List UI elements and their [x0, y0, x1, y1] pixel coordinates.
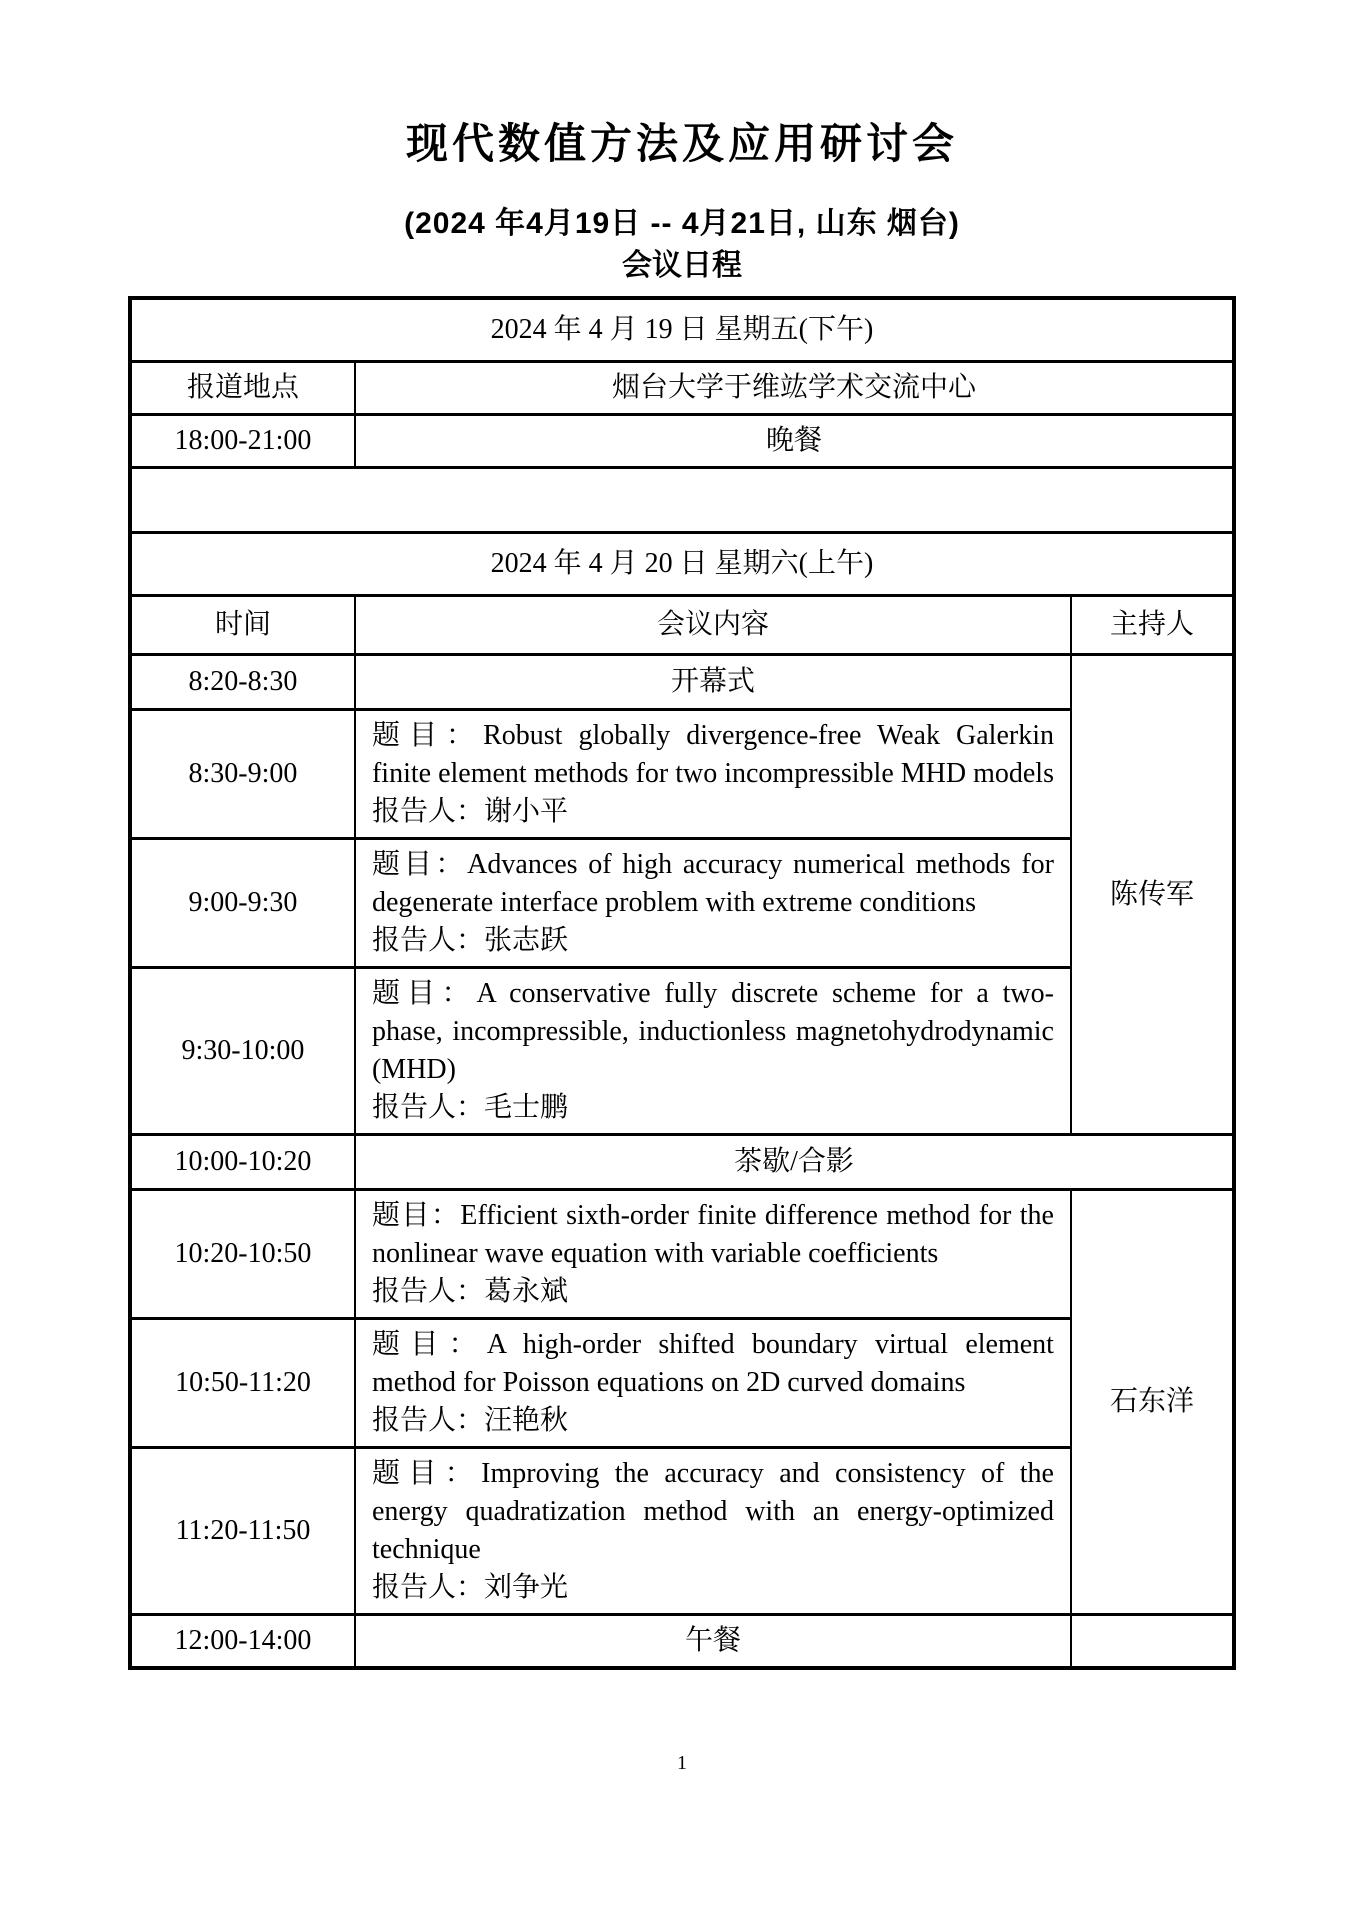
title-text: Efficient sixth-order finite difference method for the nonlinear wave equation with variable coefficients [371, 1200, 1054, 1269]
talk-cell-5 [355, 1319, 1071, 1448]
talk-time-4: 10:20-10:50 [130, 1190, 355, 1319]
dinner-label: 晚餐 [355, 415, 1234, 468]
spacer-cell [130, 468, 1234, 533]
break-time: 10:00-10:20 [130, 1135, 355, 1190]
talk-speaker-1 [372, 793, 1054, 831]
talk-speaker-4 [372, 1273, 1054, 1311]
conference-dates-location: (2024 年4月19日 -- 4月21日, 山东 烟台) [404, 207, 960, 240]
lunch-time: 12:00-14:00 [130, 1615, 355, 1669]
title-label: 题目： [371, 1200, 461, 1231]
speaker-name: 谢小平 [484, 796, 569, 827]
opening-row [130, 655, 1234, 710]
talk-title-5 [372, 1326, 1054, 1402]
talk-speaker-5 [372, 1402, 1054, 1440]
talk-row-5 [130, 1319, 1234, 1448]
lunch-label: 午餐 [355, 1615, 1071, 1669]
talk-title-3 [372, 975, 1054, 1089]
title-label: 题目： [371, 849, 468, 880]
column-header-chair: 主持人 [1071, 596, 1234, 655]
registration-label: 报道地点 [130, 362, 355, 415]
talk-speaker-6 [372, 1569, 1054, 1607]
lunch-row [130, 1615, 1234, 1669]
talk-title-1 [372, 717, 1054, 793]
title-text: A conservative fully discrete scheme for a two-phase, incompressible, inductionless magnetohydrodynamic (MHD) [371, 978, 1054, 1085]
schedule-table [128, 296, 1236, 1670]
opening-time: 8:20-8:30 [130, 655, 355, 710]
talk-cell-1 [355, 710, 1071, 839]
talk-title-2 [372, 846, 1054, 922]
talk-cell-4 [355, 1190, 1071, 1319]
talk-row-2 [130, 839, 1234, 968]
title-label: 题目： [371, 1329, 487, 1360]
speaker-name: 张志跃 [484, 925, 569, 956]
dinner-row [130, 415, 1234, 468]
day2-header-row [130, 533, 1234, 596]
title-label: 题目： [371, 1458, 482, 1489]
speaker-name: 刘争光 [484, 1572, 569, 1603]
talk-cell-6 [355, 1448, 1071, 1615]
column-header-time: 时间 [130, 596, 355, 655]
title-text: Advances of high accuracy numerical methods for degenerate interface problem with extreme conditions [371, 849, 1054, 918]
speaker-label: 报告人： [371, 796, 484, 827]
talk-time-2: 9:00-9:30 [130, 839, 355, 968]
talk-time-6: 11:20-11:50 [130, 1448, 355, 1615]
column-header-content: 会议内容 [355, 596, 1071, 655]
speaker-label: 报告人： [371, 1572, 484, 1603]
talk-time-3: 9:30-10:00 [130, 968, 355, 1135]
break-label: 茶歇/合影 [355, 1135, 1234, 1190]
speaker-label: 报告人： [371, 1405, 484, 1436]
opening-label: 开幕式 [355, 655, 1071, 710]
talk-time-5: 10:50-11:20 [130, 1319, 355, 1448]
talk-row-1 [130, 710, 1234, 839]
session-chair-2: 石东洋 [1071, 1190, 1234, 1615]
talk-title-6 [372, 1455, 1054, 1569]
dinner-time: 18:00-21:00 [130, 415, 355, 468]
speaker-label: 报告人： [371, 1092, 484, 1123]
talk-speaker-3 [372, 1089, 1054, 1127]
talk-row-6 [130, 1448, 1234, 1615]
speaker-name: 毛士鹏 [484, 1092, 569, 1123]
page-number: 1 [677, 1752, 687, 1774]
speaker-label: 报告人： [371, 1276, 484, 1307]
column-header-row [130, 596, 1234, 655]
talk-cell-2 [355, 839, 1071, 968]
talk-row-3 [130, 968, 1234, 1135]
day1-header-row [130, 298, 1234, 362]
title-label: 题目： [371, 978, 477, 1009]
day2-header: 2024 年 4 月 20 日 星期六(上午) [130, 533, 1234, 596]
day1-header: 2024 年 4 月 19 日 星期五(下午) [130, 298, 1234, 362]
title-text: A high-order shifted boundary virtual element method for Poisson equations on 2D curved domains [371, 1329, 1054, 1398]
session-chair-1: 陈传军 [1071, 655, 1234, 1135]
talk-speaker-2 [372, 922, 1054, 960]
talk-time-1: 8:30-9:00 [130, 710, 355, 839]
registration-location: 烟台大学于维竑学术交流中心 [355, 362, 1234, 415]
conference-title: 现代数值方法及应用研讨会 [405, 120, 958, 167]
lunch-chair-empty [1071, 1615, 1234, 1669]
break-row [130, 1135, 1234, 1190]
speaker-name: 葛永斌 [484, 1276, 569, 1307]
registration-row [130, 362, 1234, 415]
title-text: Improving the accuracy and consistency of the energy quadratization method with an energy-optimized technique [371, 1458, 1054, 1565]
title-label: 题目： [371, 720, 484, 751]
spacer-row [130, 468, 1234, 533]
speaker-label: 报告人： [371, 925, 484, 956]
speaker-name: 汪艳秋 [484, 1405, 569, 1436]
talk-cell-3 [355, 968, 1071, 1135]
title-text: Robust globally divergence-free Weak Galerkin finite element methods for two incompressible MHD models [371, 720, 1054, 789]
talk-row-4 [130, 1190, 1234, 1319]
schedule-heading: 会议日程 [622, 249, 742, 282]
talk-title-4 [372, 1197, 1054, 1273]
